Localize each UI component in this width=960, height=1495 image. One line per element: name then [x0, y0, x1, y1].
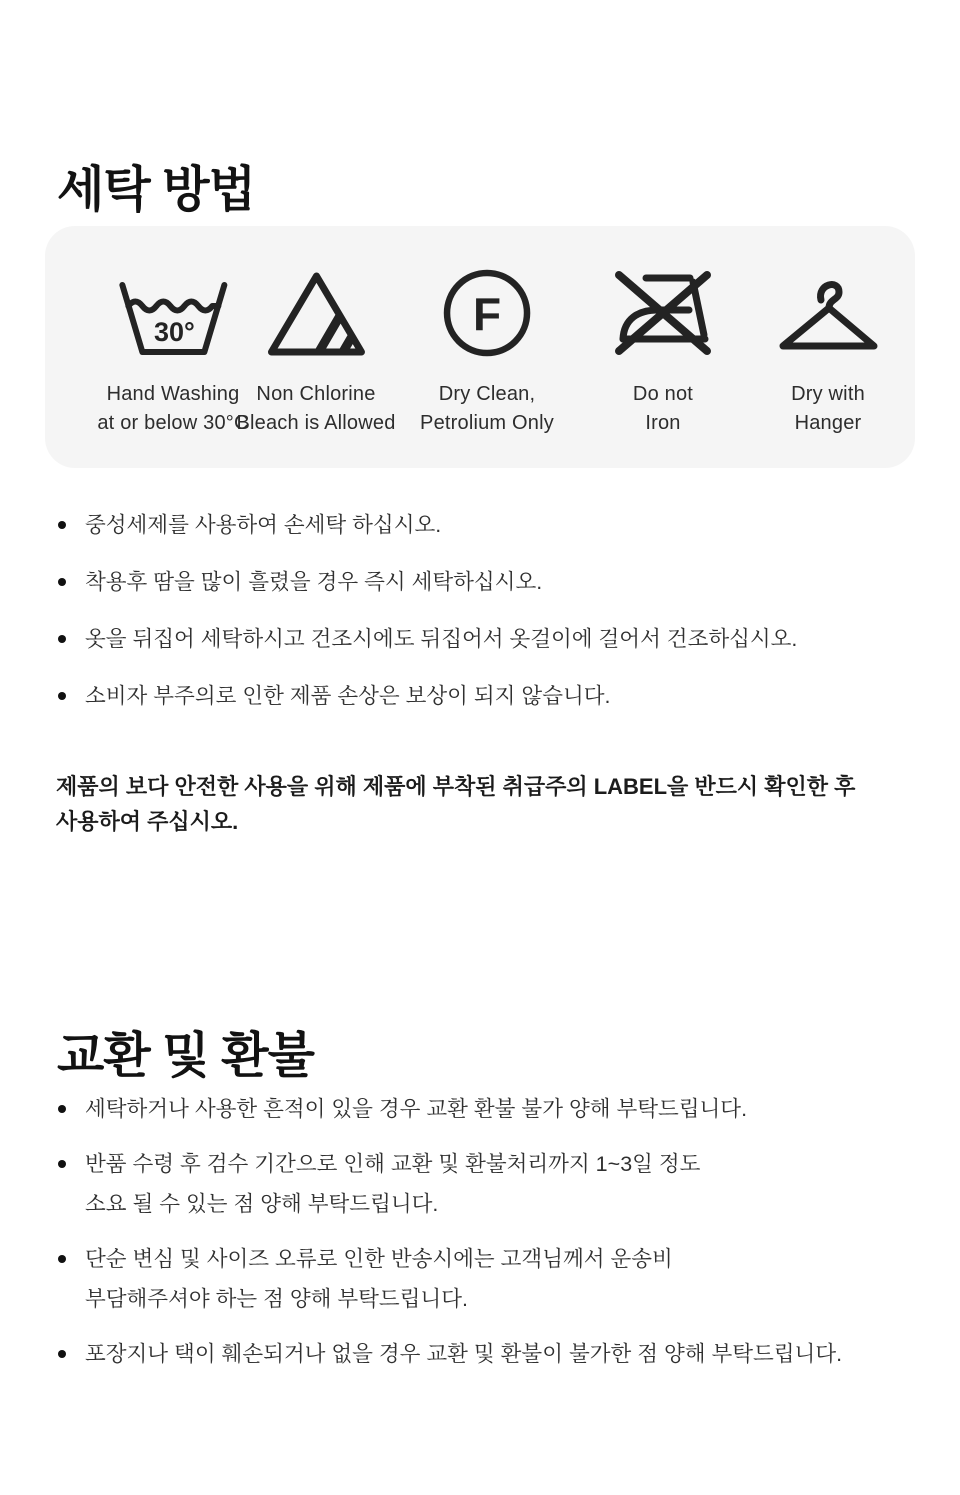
refund-bullet-text: 포장지나 택이 훼손되거나 없을 경우 교환 및 환불이 불가한 점 양해 부탁드립니다.	[85, 1342, 843, 1366]
care-label-line2: Petrolium Only	[420, 412, 554, 434]
refund-bullet-text: 부담해주셔야 하는 점 양해 부탁드립니다.	[85, 1287, 468, 1311]
care-label-line2: Bleach is Allowed	[236, 412, 396, 434]
care-label-line1: Non Chlorine	[256, 383, 376, 405]
care-label-notice	[56, 769, 946, 839]
care-label	[236, 380, 395, 438]
wash-bullet-text: 착용후 땀을 많이 흘렸을 경우 즉시 세탁하십시오.	[85, 570, 543, 594]
list-item	[57, 1144, 937, 1224]
list-item	[57, 562, 937, 602]
wash-bullet-text: 소비자 부주의로 인한 제품 손상은 보상이 되지 않습니다.	[85, 684, 611, 708]
non-chlorine-bleach-icon	[266, 226, 366, 357]
list-item	[57, 619, 937, 659]
care-label-line2: Iron	[645, 412, 681, 434]
list-item	[57, 676, 937, 716]
care-label	[791, 380, 865, 438]
list-item	[57, 505, 937, 545]
care-label	[420, 380, 554, 438]
care-label-line1: Dry Clean,	[438, 383, 536, 405]
care-label	[97, 380, 248, 438]
refund-bullet-text: 단순 변심 및 사이즈 오류로 인한 반송시에는 고객님께서 운송비	[85, 1247, 673, 1271]
care-symbol-box	[45, 226, 915, 468]
refund-bullet-text: 소요 될 수 있는 점 양해 부탁드립니다.	[85, 1192, 439, 1216]
care-label-line1: Hand Washing	[106, 383, 240, 405]
dry-clean-petroleum-icon	[443, 226, 531, 357]
care-label-line1: Dry with	[791, 383, 865, 405]
wash-instruction-list	[57, 505, 937, 733]
wash-section-title: 세탁 방법	[57, 162, 255, 217]
refund-section-title: 교환 및 환불	[57, 1028, 314, 1083]
list-item	[57, 1334, 937, 1374]
care-item-dry-with-hanger	[774, 226, 882, 438]
wash-bullet-text: 중성세제를 사용하여 손세탁 하십시오.	[85, 513, 442, 537]
care-item-dry-clean	[420, 226, 554, 438]
bullet-dot-icon	[58, 1105, 66, 1113]
care-item-hand-washing	[97, 226, 248, 438]
bullet-dot-icon	[58, 692, 66, 700]
care-label-line2: at or below 30°C	[97, 412, 249, 434]
do-not-iron-icon	[613, 226, 713, 357]
wash-temp-label: 30°	[153, 317, 195, 347]
bullet-dot-icon	[58, 1255, 66, 1263]
wash-bullet-text: 옷을 뒤집어 세탁하시고 건조시에도 뒤집어서 옷걸이에 걸어서 건조하십시오.	[85, 627, 798, 651]
bullet-dot-icon	[58, 1350, 66, 1358]
bullet-dot-icon	[58, 635, 66, 643]
list-item	[57, 1239, 937, 1319]
list-item	[57, 1089, 937, 1129]
care-label-line2: Hanger	[794, 412, 862, 434]
notice-line2: 사용하여 주십시오.	[56, 809, 239, 834]
bullet-dot-icon	[58, 521, 66, 529]
refund-bullet-text: 세탁하거나 사용한 흔적이 있을 경우 교환 환불 불가 양해 부탁드립니다.	[85, 1097, 748, 1121]
hand-wash-30-icon	[117, 226, 229, 357]
care-item-non-chlorine	[236, 226, 395, 438]
refund-policy-list	[57, 1089, 937, 1389]
care-label	[633, 380, 693, 438]
care-item-do-not-iron	[613, 226, 713, 438]
bullet-dot-icon	[58, 578, 66, 586]
dry-with-hanger-icon	[774, 226, 882, 357]
care-label-line1: Do not	[632, 383, 694, 405]
refund-bullet-text: 반품 수령 후 검수 기간으로 인해 교환 및 환불처리까지 1~3일 정도	[85, 1152, 701, 1176]
dry-clean-letter: F	[472, 288, 502, 340]
notice-line1: 제품의 보다 안전한 사용을 위해 제품에 부착된 취급주의 LABEL을 반드시 확인한 후	[56, 774, 856, 799]
bullet-dot-icon	[58, 1160, 66, 1168]
